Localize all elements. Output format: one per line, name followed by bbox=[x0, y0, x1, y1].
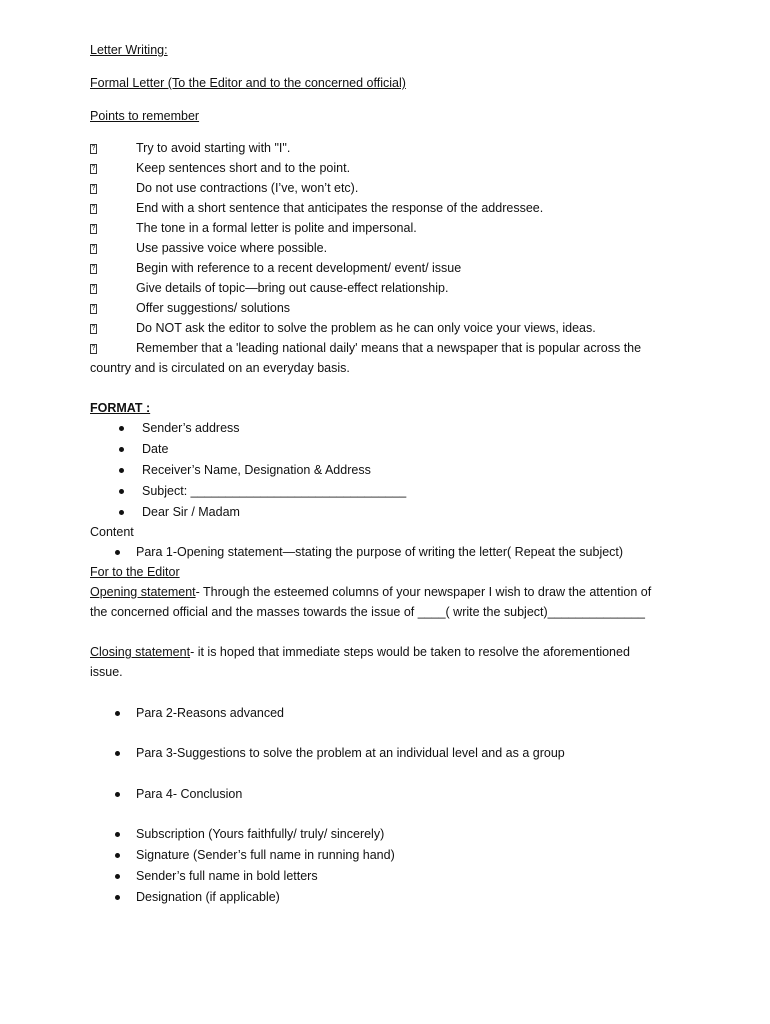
missing-glyph-icon bbox=[90, 344, 97, 354]
points-heading: Points to remember bbox=[90, 109, 200, 123]
bullet-icon bbox=[119, 510, 124, 515]
missing-glyph-icon bbox=[90, 264, 97, 274]
closing-item: Designation (if applicable) bbox=[136, 890, 280, 904]
point-item: Do NOT ask the editor to solve the problem as he can only voice your views, ideas. bbox=[136, 321, 596, 335]
document-heading: Letter Writing: bbox=[90, 43, 168, 57]
document-subheading: Formal Letter (To the Editor and to the concerned official) bbox=[90, 76, 406, 90]
point-item: End with a short sentence that anticipates the response of the addressee. bbox=[136, 201, 544, 215]
format-item: Sender’s address bbox=[142, 421, 240, 435]
opening-statement-label: Opening statement bbox=[90, 585, 196, 599]
bullet-icon bbox=[115, 853, 120, 858]
closing-item: Sender’s full name in bold letters bbox=[136, 869, 318, 883]
missing-glyph-icon bbox=[90, 324, 97, 334]
bullet-icon bbox=[115, 711, 120, 716]
point-continuation: country and is circulated on an everyday basis. bbox=[90, 361, 350, 375]
missing-glyph-icon bbox=[90, 284, 97, 294]
bullet-icon bbox=[115, 895, 120, 900]
missing-glyph-icon bbox=[90, 184, 97, 194]
closing-item: Signature (Sender’s full name in running hand) bbox=[136, 848, 395, 862]
format-heading: FORMAT : bbox=[90, 401, 151, 415]
point-item: Try to avoid starting with "I". bbox=[136, 141, 291, 155]
missing-glyph-icon bbox=[90, 244, 97, 254]
missing-glyph-icon bbox=[90, 144, 97, 154]
closing-statement-text-line2: issue. bbox=[90, 665, 123, 679]
bullet-icon bbox=[115, 874, 120, 879]
bullet-icon bbox=[115, 751, 120, 756]
missing-glyph-icon bbox=[90, 224, 97, 234]
para-4-item: Para 4- Conclusion bbox=[136, 787, 243, 801]
closing-statement-text: - it is hoped that immediate steps would be taken to resolve the aforementioned bbox=[190, 645, 630, 659]
bullet-icon bbox=[119, 447, 124, 452]
content-label: Content bbox=[90, 525, 134, 539]
closing-statement-label: Closing statement bbox=[90, 645, 191, 659]
format-item: Date bbox=[142, 442, 169, 456]
opening-statement-text: - Through the esteemed columns of your newspaper I wish to draw the attention of bbox=[195, 585, 652, 599]
editor-label: For to the Editor bbox=[90, 565, 180, 579]
point-item: Offer suggestions/ solutions bbox=[136, 301, 291, 315]
para-1-item: Para 1-Opening statement—stating the purpose of writing the letter( Repeat the subject) bbox=[136, 545, 624, 559]
missing-glyph-icon bbox=[90, 204, 97, 214]
opening-statement-text-line2: the concerned official and the masses towards the issue of ____( write the subject)______________ bbox=[90, 605, 645, 619]
format-item: Receiver’s Name, Designation & Address bbox=[142, 463, 371, 477]
format-item: Dear Sir / Madam bbox=[142, 505, 240, 519]
closing-item: Subscription (Yours faithfully/ truly/ sincerely) bbox=[136, 827, 385, 841]
point-item: The tone in a formal letter is polite and impersonal. bbox=[136, 221, 417, 235]
para-3-item: Para 3-Suggestions to solve the problem at an individual level and as a group bbox=[136, 746, 565, 760]
para-2-item: Para 2-Reasons advanced bbox=[136, 706, 285, 720]
point-item: Begin with reference to a recent development/ event/ issue bbox=[136, 261, 462, 275]
bullet-icon bbox=[115, 792, 120, 797]
format-item: Subject: _______________________________ bbox=[142, 484, 407, 498]
point-item: Use passive voice where possible. bbox=[136, 241, 328, 255]
bullet-icon bbox=[119, 489, 124, 494]
point-item: Do not use contractions (I’ve, won’t etc). bbox=[136, 181, 359, 195]
closing-statement-line bbox=[90, 646, 630, 659]
point-item: Give details of topic—bring out cause-effect relationship. bbox=[136, 281, 449, 295]
bullet-icon bbox=[115, 550, 120, 555]
bullet-icon bbox=[119, 468, 124, 473]
missing-glyph-icon bbox=[90, 304, 97, 314]
bullet-icon bbox=[115, 832, 120, 837]
bullet-icon bbox=[119, 426, 124, 431]
point-item: Keep sentences short and to the point. bbox=[136, 161, 351, 175]
point-item: Remember that a 'leading national daily' means that a newspaper that is popular across the bbox=[136, 341, 642, 355]
missing-glyph-icon bbox=[90, 164, 97, 174]
opening-statement-line bbox=[90, 586, 651, 599]
